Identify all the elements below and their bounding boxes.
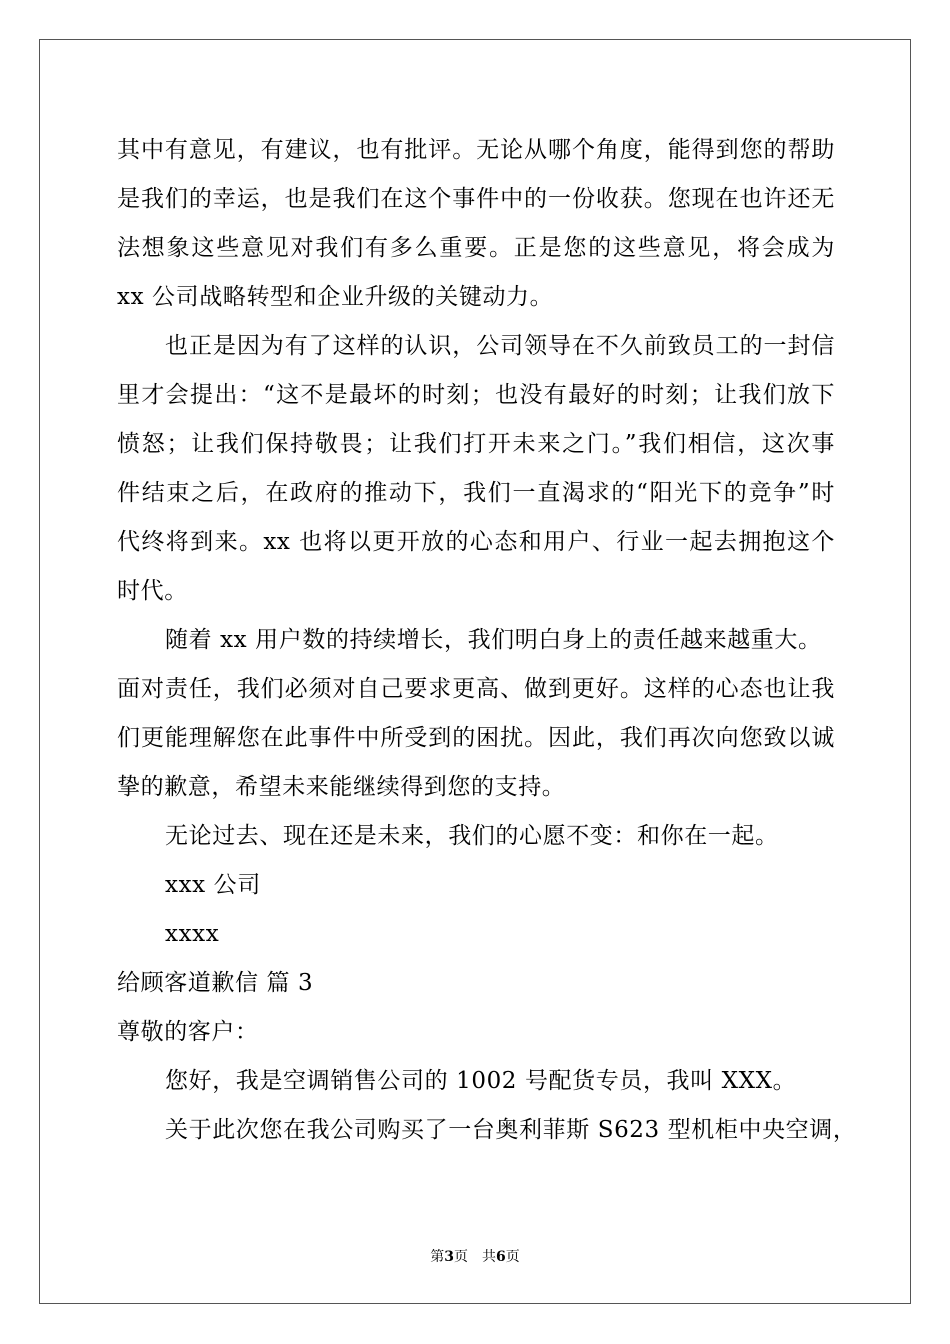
paragraph-line: 件结束之后，在政府的推动下，我们一直渴求的“阳光下的竞争”时 [117,480,835,506]
page-current: 3 [444,1249,454,1265]
document-body [117,126,857,1155]
paragraph-line: 挚的歉意，希望未来能继续得到您的支持。 [117,774,566,800]
salutation: 尊敬的客户： [117,1019,259,1045]
paragraph-line: 也正是因为有了这样的认识，公司领导在不久前致员工的一封信 [165,333,835,359]
paragraph-line: 面对责任，我们必须对自己要求更高、做到更好。这样的心态也让我 [117,676,835,702]
paragraph-line: 是我们的幸运，也是我们在这个事件中的一份收获。您现在也许还无 [117,186,835,212]
paragraph-line: 时代。 [117,578,188,604]
paragraph-line: 您好，我是空调销售公司的 1002 号配货专员，我叫 XXX。 [165,1068,797,1094]
page-total: 6 [496,1249,506,1265]
paragraph-line: 无论过去、现在还是未来，我们的心愿不变：和你在一起。 [165,823,779,849]
paragraph-line: xx 公司战略转型和企业升级的关键动力。 [117,284,554,310]
paragraph-line: 关于此次您在我公司购买了一台奥利菲斯 S623 型机柜中央空调， [165,1117,857,1143]
page-footer [0,1246,950,1266]
paragraph-line: 愤怒；让我们保持敬畏；让我们打开未来之门。”我们相信，这次事 [117,431,835,457]
paragraph-line: 代终将到来。xx 也将以更开放的心态和用户、行业一起去拥抱这个 [117,529,835,555]
signature-date: xxxx [165,921,220,947]
paragraph-line: 随着 xx 用户数的持续增长，我们明白身上的责任越来越重大。 [165,627,822,653]
paragraph-line: 们更能理解您在此事件中所受到的困扰。因此，我们再次向您致以诚 [117,725,835,751]
page-prefix: 第 [430,1249,445,1265]
paragraph-line: 里才会提出：“这不是最坏的时刻；也没有最好的时刻；让我们放下 [117,382,835,408]
paragraph-line: 法想象这些意见对我们有多么重要。正是您的这些意见，将会成为 [117,235,835,261]
page-suffix: 页 [505,1249,520,1265]
page-mid: 页 共 [454,1249,496,1265]
section-heading: 给顾客道歉信 篇 3 [117,970,314,996]
signature-company: xxx 公司 [165,872,261,898]
paragraph-line: 其中有意见，有建议，也有批评。无论从哪个角度，能得到您的帮助 [117,137,835,163]
